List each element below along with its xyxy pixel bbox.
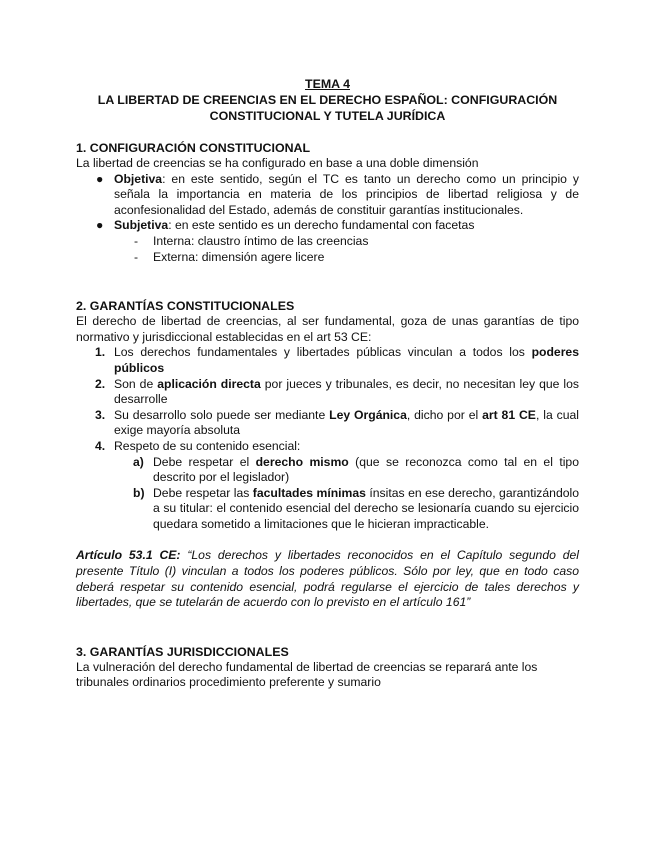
bullet-label-subjetiva: Subjetiva [114,218,169,233]
section-1-bullet-list [76,172,579,234]
item-3-bold-2: art 81 CE [482,407,536,422]
guarantee-item-2 [76,377,579,408]
dash-marker: - [134,233,139,248]
section-2-heading: 2. GARANTÍAS CONSTITUCIONALES [76,299,295,314]
item-2-text-a: Son de [114,376,158,391]
bullet-objetiva [76,172,579,219]
faceta-externa-text: Externa: dimensión agere licere [153,249,325,264]
bullet-text-subjetiva: : en este sentido es un derecho fundamental con facetas [168,218,475,233]
guarantee-item-1 [76,345,579,376]
sub-item-b [76,486,579,533]
faceta-interna [76,234,579,250]
section-1-intro: La libertad de creencias se ha configurado en base a una doble dimensión [76,156,479,170]
section-3-text: La vulneración del derecho fundamental de libertad de creencias se reparará ante los tribunales ordinarios procedimiento preferente y sumario [76,659,538,690]
sub-item-marker: a) [133,454,144,469]
item-3-bold-1: Ley Orgánica [329,407,407,422]
guarantees-list [76,345,579,454]
document-page [76,76,579,691]
item-number: 1. [95,345,106,360]
sub-a-bold: derecho mismo [255,454,349,469]
item-2-text-c: por jueces y tribunales, es decir, no necesitan ley que los desarrolle [114,376,579,407]
title-line-1: LA LIBERTAD DE CREENCIAS EN EL DERECHO ESPAÑOL: CONFIGURACIÓN [97,93,558,107]
item-number: 2. [95,376,106,391]
bullet-subjetiva [76,218,579,234]
facetas-list [76,234,579,265]
section-1-heading: 1. CONFIGURACIÓN CONSTITUCIONAL [76,141,311,155]
sub-b-text-c: ínsitas en ese derecho, garantizándolo a su titular: el contenido esencial del derecho se lesionaría cuando su ejercicio quedara sometido a limitaciones que le hicieran impracticable. [153,485,579,531]
item-1-bold: poderes públicos [114,345,579,375]
tema-label: TEMA 4 [305,77,350,91]
title-line-2: CONSTITUCIONAL Y TUTELA JURÍDICA [209,109,446,123]
item-number: 4. [95,438,106,453]
sub-b-bold: facultades mínimas [252,485,366,500]
faceta-interna-text: Interna: claustro íntimo de las creencias [153,233,369,248]
item-number: 3. [95,407,106,422]
bullet-marker: ● [96,218,104,233]
sub-a-text-c: (que se reconozca como tal en el tipo descrito por el legislador) [153,454,579,485]
bullet-text-objetiva: : en este sentido, según el TC es tanto un derecho como un principio y señala la importancia en materia de los principios de libertad religiosa y de aconfesionalidad del Estado, además de constituir garantías institucionales. [114,171,579,217]
faceta-externa [76,250,579,266]
item-3-text-e: , la cual exige mayoría absoluta [114,407,579,438]
sub-item-marker: b) [133,485,145,500]
item-2-bold: aplicación directa [157,376,261,391]
section-2-intro: El derecho de libertad de creencias, al ser fundamental, goza de unas garantías de tipo normativo y jurisdiccional establecidas en el art 53 CE: [76,314,579,344]
guarantee-item-3 [76,408,579,439]
contenido-esencial-list [76,455,579,533]
dash-marker: - [134,249,139,264]
item-3-text-c: , dicho por el [406,407,483,422]
bullet-marker: ● [96,171,104,186]
article-label: Artículo 53.1 CE: [76,548,181,563]
sub-a-text-a: Debe respetar el [153,454,256,469]
bullet-label-objetiva: Objetiva [114,171,163,186]
document-title [76,76,579,124]
item-4-text: Respeto de su contenido esencial: [114,438,301,453]
article-text: “Los derechos y libertades reconocidos en el Capítulo segundo del presente Título (I) vinculan a todos los poderes públicos. Sólo por ley, que en todo caso deberá respetar su contenido esencial, podrá regularse el ejercicio de tales derechos y libertades, que se tutelarán de acuerdo con lo previsto en el artículo 161” [76,548,579,610]
sub-b-text-a: Debe respetar las [153,485,253,500]
guarantee-item-4 [76,439,579,455]
article-53-quote [76,548,579,610]
item-1-text: Los derechos fundamentales y libertades públicas vinculan a todos los [114,345,532,360]
sub-item-a [76,455,579,486]
section-3-heading: 3. GARANTÍAS JURISDICCIONALES [76,644,289,659]
item-3-text-a: Su desarrollo solo puede ser mediante [114,407,330,422]
